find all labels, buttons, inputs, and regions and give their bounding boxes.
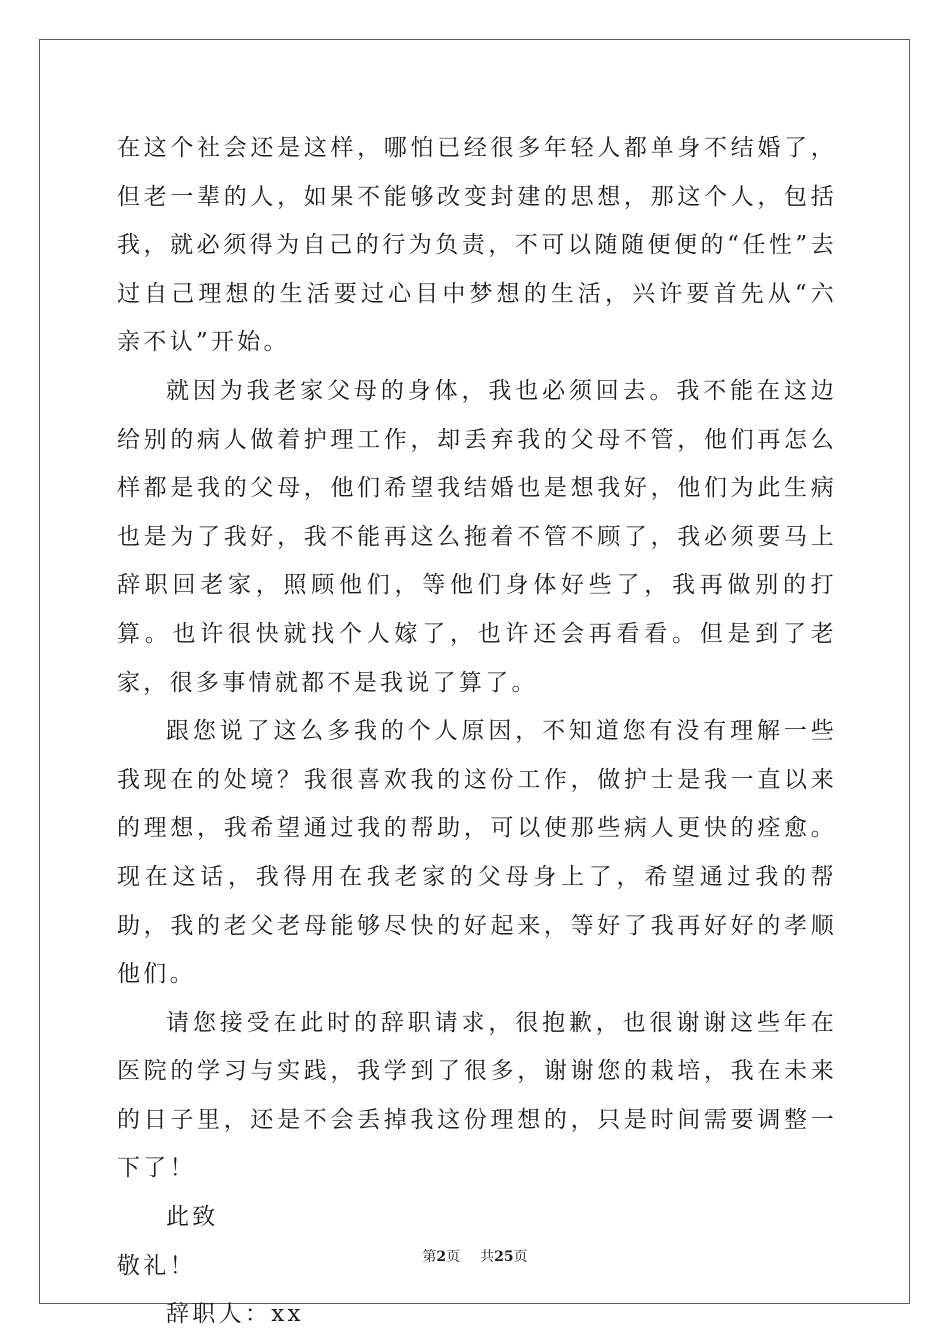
letter-body <box>117 124 837 1339</box>
total-suffix: 页 <box>513 1249 528 1265</box>
closing-salutation: 此致 <box>166 1204 219 1231</box>
paragraph-3: 跟您说了这么多我的个人原因，不知道您有没有理解一些我现在的处境？我很喜欢我的这份工作，做护士是我一直以来的理想，我希望通过我的帮助，可以使那些病人更快的痊愈。现在这话，我得用在我老家的父母身上了，希望通过我的帮助，我的老父老母能够尽快的好起来，等好了我再好好的孝顺他们。 <box>117 718 837 988</box>
paragraph-2: 就因为我老家父母的身体，我也必须回去。我不能在这边给别的病人做着护理工作，却丢弃我的父母不管，他们再怎么样都是我的父母，他们希望我结婚也是想我好，他们为此生病也是为了我好，我不能再这么拖着不管不顾了，我必须要马上辞职回老家，照顾他们，等他们身体好些了，我再做别的打算。也许很快就找个人嫁了，也许还会再看看。但是到了老家，很多事情就都不是我说了算了。 <box>117 377 837 696</box>
page-number: 2 <box>436 1249 447 1265</box>
total-pages: 25 <box>494 1249 514 1265</box>
total-prefix: 共 <box>480 1249 495 1265</box>
paragraph-4: 请您接受在此时的辞职请求，很抱歉，也很谢谢这些年在医院的学习与实践，我学到了很多，谢谢您的栽培，我在未来的日子里，还是不会丢掉我这份理想的，只是时间需要调整一下了！ <box>117 1009 837 1182</box>
signature: 辞职人：xx <box>166 1301 304 1328</box>
paragraph-1: 在这个社会还是这样，哪怕已经很多年轻人都单身不结婚了，但老一辈的人，如果不能够改变封建的思想，那这个人，包括我，就必须得为自己的行为负责，不可以随随便便的“任性”去过自己理想的生活要过心目中梦想的生活，兴许要首先从“六亲不认”开始。 <box>117 135 837 356</box>
page-footer <box>0 1246 950 1266</box>
closing-regards: 敬礼！ <box>117 1252 196 1279</box>
page-suffix: 页 <box>446 1249 461 1265</box>
page-prefix: 第 <box>422 1249 437 1265</box>
